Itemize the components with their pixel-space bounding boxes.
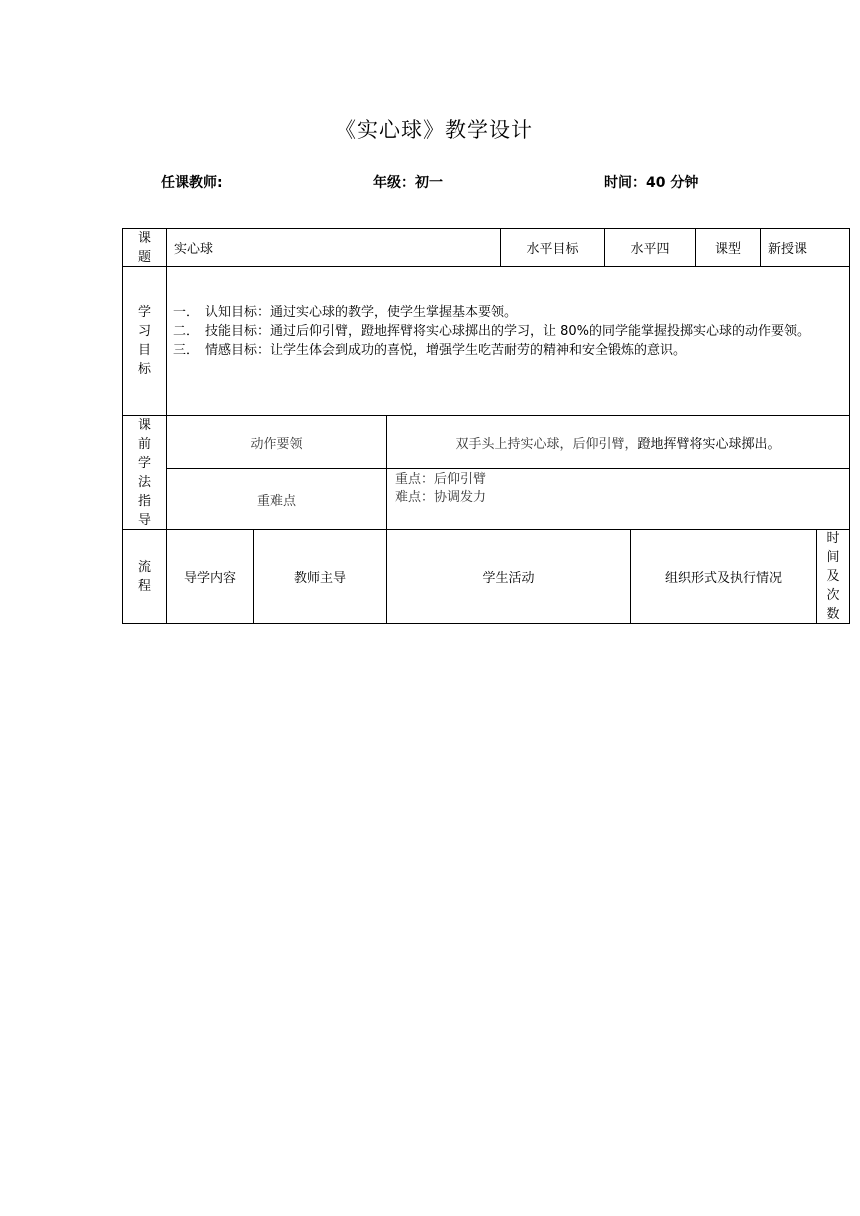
flow-col-guide-content: 导学内容 (166, 529, 254, 624)
guide-label-cell: 课 前 学 法 指 导 (122, 415, 167, 530)
flow-col-student-activity: 学生活动 (386, 529, 631, 624)
type-value-cell: 新授课 (760, 228, 850, 267)
document-title: 《实心球》教学设计 (335, 118, 533, 142)
goals-label-cell: 学 习 目 标 (122, 266, 167, 416)
key-label-cell: 重难点 (166, 468, 387, 530)
hard-point: 难点：协调发力 (395, 490, 487, 505)
level-label-cell: 水平目标 (500, 228, 605, 267)
topic-label-cell: 课 题 (122, 228, 167, 267)
action-label-cell: 动作要领 (166, 415, 387, 469)
goals-content-cell (166, 266, 850, 416)
goal-item-2: 二． 技能目标：通过后仰引臂，蹬地挥臂将实心球掷出的学习，让 80%的同学能掌握投掷实心球的动作要领。 (173, 324, 811, 339)
teacher-label: 任课教师: (161, 175, 223, 191)
topic-value-cell: 实心球 (166, 228, 501, 267)
action-value-cell: 双手头上持实心球，后仰引臂， 蹬地挥臂将实心球掷出。 (386, 415, 850, 469)
goal-item-3: 三． 情感目标：让学生体会到成功的喜悦，增强学生吃苦耐劳的精神和安全锻炼的意识。 (173, 343, 687, 358)
flow-label-cell: 流 程 (122, 529, 167, 624)
flow-col-organization: 组织形式及执行情况 (630, 529, 817, 624)
time-info: 时间：40 分钟 (604, 175, 699, 191)
level-value-cell: 水平四 (604, 228, 696, 267)
grade-info: 年级：初一 (373, 175, 443, 191)
goal-item-1: 一． 认知目标：通过实心球的教学，使学生掌握基本要领。 (173, 305, 518, 320)
key-point: 重点：后仰引臂 (395, 472, 487, 487)
key-value-cell (386, 468, 850, 530)
flow-col-time-count: 时 间 及 次 数 (816, 529, 850, 624)
type-label-cell: 课型 (695, 228, 761, 267)
flow-col-teacher-lead: 教师主导 (253, 529, 387, 624)
